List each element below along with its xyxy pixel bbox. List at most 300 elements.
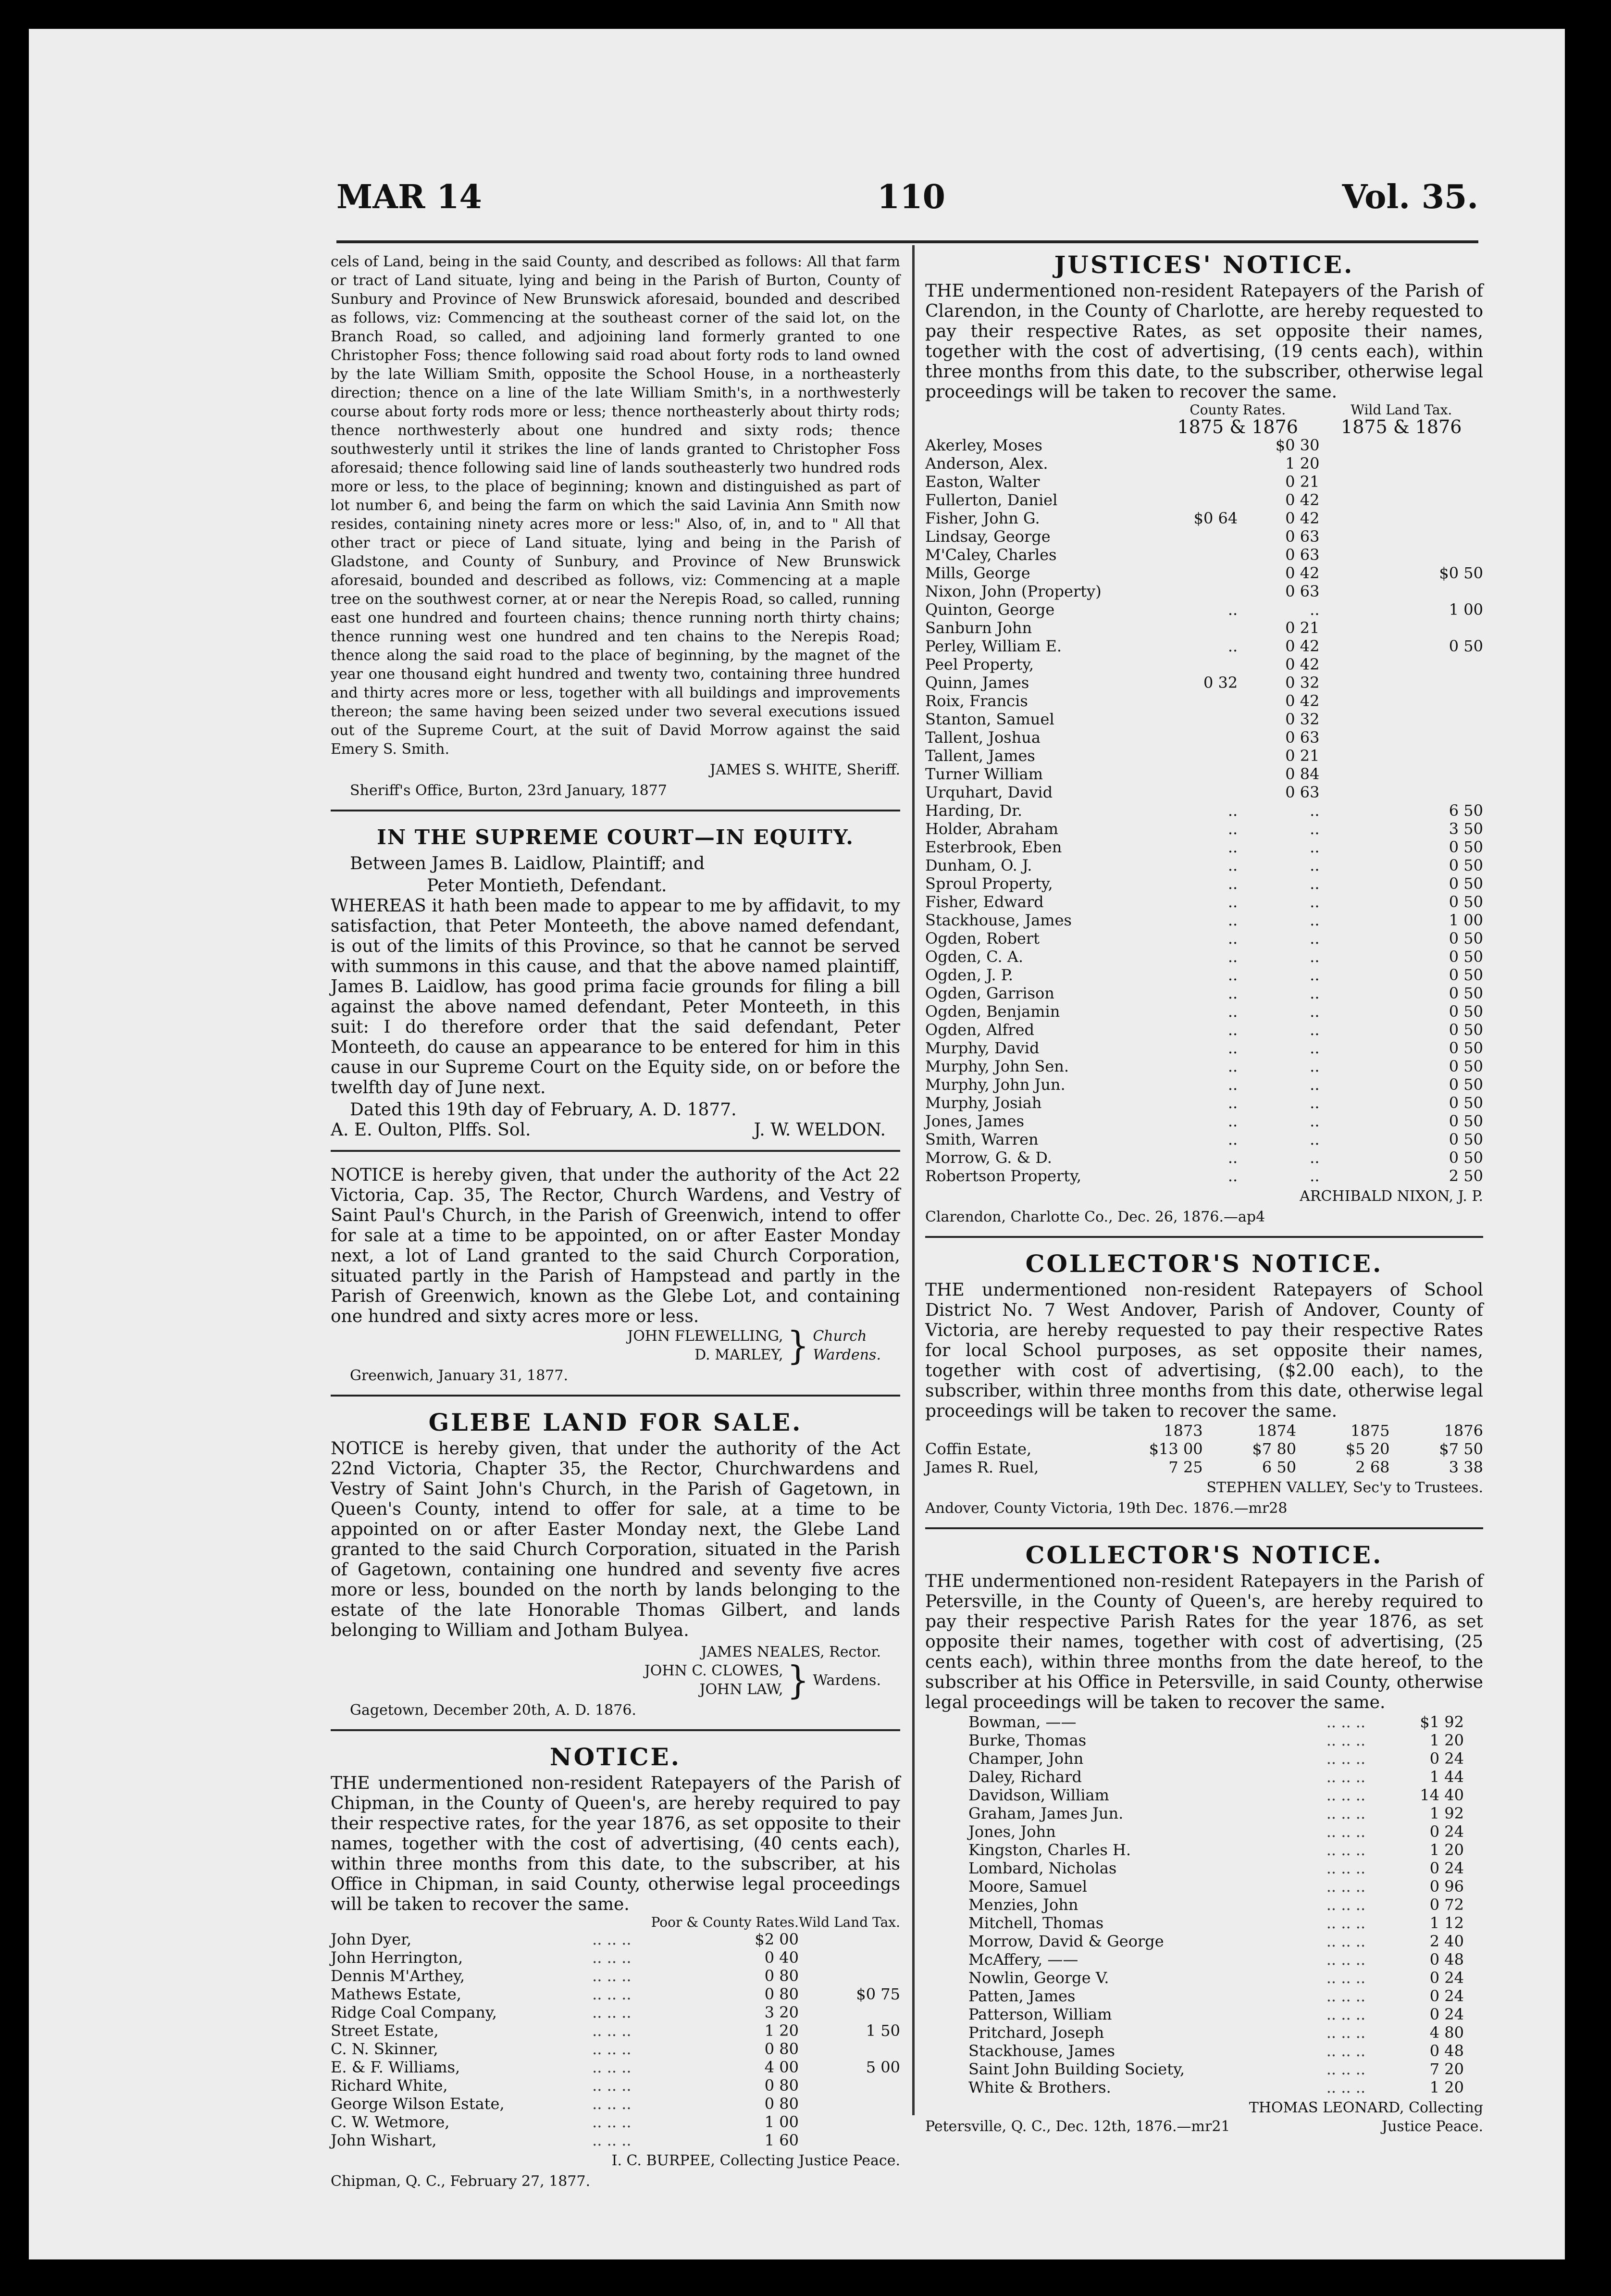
county-rate-b: .. (1310, 1130, 1320, 1148)
ratepayer-name: Quinn, James (925, 674, 1029, 692)
rate-value: 0 72 (1429, 1896, 1464, 1914)
table-row (331, 1948, 900, 1967)
ratepayer-name: Ogden, C. A. (925, 948, 1024, 966)
table-row (925, 1167, 1483, 1185)
rate-value: 1 20 (1429, 1731, 1464, 1749)
ratepayer-name: Murphy, John Sen. (925, 1057, 1069, 1075)
table-row (925, 527, 1483, 546)
table-row (968, 2042, 1464, 2060)
rate-value: $13 00 (1149, 1440, 1203, 1458)
county-rate-b: $0 30 (1275, 436, 1320, 454)
wild-land-value (1319, 765, 1483, 783)
rate-value: 4 00 (764, 2058, 799, 2076)
rate-value: $1 92 (1420, 1713, 1464, 1731)
wild-land-value: 0 50 (1449, 984, 1483, 1002)
county-rate-a: .. (1227, 600, 1238, 619)
leader-dots: .. .. .. (592, 2113, 632, 2131)
rate-value: 0 24 (1429, 1969, 1464, 1987)
ratepayer-name: Morrow, David & George (968, 1932, 1164, 1950)
county-rate-a: .. (1227, 1075, 1238, 1094)
table-row (968, 2060, 1464, 2078)
ratepayer-name: Esterbrook, Eben (925, 838, 1062, 856)
county-rate-a (1156, 564, 1238, 582)
county-rate-a: .. (1227, 911, 1238, 929)
table-row (925, 728, 1483, 747)
glebe-wardens-label: Wardens. (813, 1672, 881, 1689)
county-rate-b: .. (1310, 984, 1320, 1002)
county-rate-b: .. (1310, 1075, 1320, 1094)
ratepayer-name: Anderson, Alex. (925, 454, 1048, 473)
ratepayer-name: Dennis M'Arthey, (331, 1967, 465, 1985)
wild-land-value (799, 1930, 900, 1948)
glebe-wardens (331, 1658, 881, 1703)
justices-heading: JUSTICES' NOTICE. (1054, 250, 1354, 279)
column-rule (912, 245, 915, 2115)
county-rate-a: .. (1227, 1167, 1238, 1185)
justices-notice (925, 248, 1483, 1238)
county-rate-b: 0 63 (1285, 728, 1320, 747)
wild-land-value: 0 50 (1449, 1002, 1483, 1021)
wild-land-value (799, 2076, 900, 2095)
table-row (925, 1057, 1483, 1075)
leader-dots: .. .. .. (1326, 1859, 1366, 1877)
wild-land-value (1319, 692, 1483, 710)
justices-dateline: Clarendon, Charlotte Co., Dec. 26, 1876.—ap4 (925, 1209, 1265, 1225)
table-row (968, 1749, 1464, 1768)
ratepayer-name: John Dyer, (331, 1930, 412, 1948)
wild-land-value: 1 00 (1449, 911, 1483, 929)
greenwich-signer-2: D. MARLEY, (694, 1347, 783, 1363)
wild-land-value: 1 50 (866, 2021, 900, 2040)
county-rate-a: .. (1227, 637, 1238, 655)
glebe-rector: JAMES NEALES, Rector. (701, 1644, 881, 1660)
leader-dots: .. .. .. (1326, 2078, 1366, 2096)
ratepayer-name: White & Brothers. (968, 2078, 1111, 2096)
wild-land-value: 1 00 (1449, 600, 1483, 619)
ratepayer-name: Kingston, Charles H. (968, 1841, 1131, 1859)
ratepayer-name: Mills, George (925, 564, 1030, 582)
county-rate-b: .. (1310, 1094, 1320, 1112)
wild-land-value: 2 50 (1449, 1167, 1483, 1185)
table-row (968, 2005, 1464, 2023)
wild-land-value (799, 2095, 900, 2113)
ratepayer-name: Roix, Francis (925, 692, 1028, 710)
leader-dots: .. .. .. (592, 2095, 632, 2113)
rate-value: $2 00 (755, 1930, 799, 1948)
wild-land-value: 0 50 (1449, 929, 1483, 948)
county-rate-a (1156, 692, 1238, 710)
county-rate-b: .. (1310, 1167, 1320, 1185)
ratepayer-name: Nixon, John (Property) (925, 582, 1102, 600)
county-rate-a: .. (1227, 1112, 1238, 1130)
county-rate-b: 0 32 (1285, 674, 1320, 692)
greenwich-role-2: Wardens. (813, 1347, 881, 1363)
county-rate-b: .. (1310, 1112, 1320, 1130)
right-column (925, 248, 1483, 2154)
wild-land-value (1319, 546, 1483, 564)
table-row (925, 948, 1483, 966)
justices-years-1: 1875 & 1876 (1177, 416, 1298, 437)
table-row (925, 674, 1483, 692)
table-row (331, 2003, 900, 2021)
rate-value: 1 12 (1429, 1914, 1464, 1932)
county-rate-b: .. (1310, 1039, 1320, 1057)
ratepayer-name: Menzies, John (968, 1896, 1078, 1914)
county-rate-a (1156, 728, 1238, 747)
table-row (968, 1713, 1464, 1731)
table-row (925, 911, 1483, 929)
rate-value: $7 50 (1439, 1440, 1483, 1458)
leader-dots: .. .. .. (1326, 1877, 1366, 1896)
county-rate-a (1156, 454, 1238, 473)
andover-signer: STEPHEN VALLEY, Sec'y to Trustees. (1206, 1479, 1483, 1496)
table-row (925, 509, 1483, 527)
ratepayer-name: Dunham, O. J. (925, 856, 1032, 874)
wild-land-value (1319, 454, 1483, 473)
supreme-signatures (331, 1120, 900, 1140)
ratepayer-name: Ogden, Alfred (925, 1021, 1034, 1039)
rate-value: 0 96 (1429, 1877, 1464, 1896)
rate-value: 3 38 (1449, 1458, 1483, 1476)
andover-text: THE undermentioned non-resident Ratepayers of School District No. 7 West Andover, Parish of Andover, County of Victoria, are hereby requested to pay their respective Rates for local School purposes, as set opposite their names, together with cost of advertising, ($2.00 each), to the subscriber, within three months from this date, otherwise legal proceedings will be taken to recover the same. (925, 1280, 1483, 1421)
petersville-notice (925, 1538, 1483, 2146)
glebe-heading: GLEBE LAND FOR SALE. (428, 1408, 803, 1436)
ratepayer-name: Fisher, Edward (925, 893, 1044, 911)
wild-land-value: 0 50 (1449, 1039, 1483, 1057)
greenwich-text: NOTICE is hereby given, that under the authority of the Act 22 Victoria, Cap. 35, The Rector, Church Wardens, and Vestry of Saint Paul's Church, in the Parish of Greenwich, intend to offer for sale at a time to be appointed, on or after Easter Monday next, a lot of Land granted to the said Church Corporation, situated partly in the Parish of Hampstead and partly in the Parish of Greenwich, known as the Glebe Lot, and containing one hundred and sixty acres more or less. (331, 1165, 900, 1326)
table-row (925, 454, 1483, 473)
leader-dots: .. .. .. (1326, 1749, 1366, 1768)
newspaper-page (29, 29, 1565, 2259)
rate-value: 0 80 (764, 2040, 799, 2058)
chipman-notice (331, 1740, 900, 2200)
wild-land-value (1319, 491, 1483, 509)
supreme-judge: J. W. WELDON. (754, 1120, 886, 1140)
ratepayer-name: Murphy, Josiah (925, 1094, 1042, 1112)
ratepayer-name: Smith, Warren (925, 1130, 1039, 1148)
wild-land-value: $0 50 (1439, 564, 1483, 582)
rate-value: 7 25 (1168, 1458, 1203, 1476)
header-rule (336, 240, 1478, 243)
table-row (925, 436, 1483, 454)
table-row (925, 619, 1483, 637)
wild-land-value (799, 1948, 900, 1967)
justices-table (925, 402, 1483, 1185)
chipman-col-wild: Wild Land Tax. (798, 1914, 900, 1930)
ratepayer-name: Harding, Dr. (925, 801, 1023, 820)
county-rate-a (1156, 619, 1238, 637)
table-row (968, 1786, 1464, 1804)
ratepayer-name: Tallent, James (925, 747, 1035, 765)
wild-land-value (1319, 728, 1483, 747)
table-row (925, 747, 1483, 765)
ratepayer-name: John Wishart, (331, 2131, 437, 2149)
table-row (968, 1969, 1464, 1987)
table-row (968, 1987, 1464, 2005)
rate-value: 2 40 (1429, 1932, 1464, 1950)
county-rate-a: .. (1227, 874, 1238, 893)
justices-signer: ARCHIBALD NIXON, J. P. (1300, 1188, 1483, 1205)
sheriff-signer: JAMES S. WHITE, Sheriff. (709, 761, 900, 778)
table-row (925, 984, 1483, 1002)
rate-value: 0 24 (1429, 1749, 1464, 1768)
ratepayer-name: Robertson Property, (925, 1167, 1082, 1185)
table-row (925, 1021, 1483, 1039)
ratepayer-name: Fullerton, Daniel (925, 491, 1058, 509)
ratepayer-name: Peel Property, (925, 655, 1034, 674)
county-rate-b: .. (1310, 948, 1320, 966)
wild-land-value (1319, 619, 1483, 637)
petersville-signer: THOMAS LEONARD, Collecting (1249, 2099, 1483, 2116)
ratepayer-name: Stackhouse, James (968, 2042, 1115, 2060)
petersville-role: Justice Peace. (1381, 2118, 1483, 2135)
greenwich-dateline: Greenwich, January 31, 1877. (350, 1367, 568, 1384)
page-header (336, 178, 1478, 236)
wild-land-value: 0 50 (1449, 1130, 1483, 1148)
ratepayer-name: Street Estate, (331, 2021, 439, 2040)
brace-glyph: } (787, 1323, 809, 1368)
leader-dots: .. .. .. (1326, 1914, 1366, 1932)
ratepayer-name: Morrow, G. & D. (925, 1148, 1052, 1167)
leader-dots: .. .. .. (1326, 1932, 1366, 1950)
leader-dots: .. .. .. (592, 1985, 632, 2003)
wild-land-value: 0 50 (1449, 948, 1483, 966)
leader-dots: .. .. .. (592, 2003, 632, 2021)
county-rate-a (1156, 655, 1238, 674)
ratepayer-name: Perley, William E. (925, 637, 1062, 655)
andover-dateline: Andover, County Victoria, 19th Dec. 1876.—mr28 (925, 1500, 1288, 1517)
wild-land-value: 0 50 (1449, 637, 1483, 655)
county-rate-a: .. (1227, 929, 1238, 948)
table-row (925, 820, 1483, 838)
rate-value: 4 80 (1429, 2023, 1464, 2042)
supreme-parties-2: Peter Montieth, Defendant. (427, 876, 667, 896)
rate-value: 0 48 (1429, 2042, 1464, 2060)
ratepayer-name: Murphy, David (925, 1039, 1040, 1057)
ratepayer-name: Patten, James (968, 1987, 1076, 2005)
wild-land-value (1319, 527, 1483, 546)
table-row (925, 1075, 1483, 1094)
county-rate-b: 0 63 (1285, 546, 1320, 564)
ratepayer-name: Fisher, John G. (925, 509, 1040, 527)
ratepayer-name: Tallent, Joshua (925, 728, 1041, 747)
county-rate-a: .. (1227, 820, 1238, 838)
leader-dots: .. .. .. (1326, 1804, 1366, 1822)
county-rate-a: .. (1227, 1002, 1238, 1021)
ratepayer-name: Akerley, Moses (925, 436, 1042, 454)
glebe-text: NOTICE is hereby given, that under the authority of the Act 22nd Victoria, Chapter 35, the Rector, Churchwardens and Vestry of Saint John's Church, in the Parish of Gagetown, in Queen's County, intend to offer for sale, at a time to be appointed on or after Easter Monday next, the Glebe Land granted to the said Church Corporation, situated in the Parish of Gagetown, containing one hundred and seventy five acres more or less, bounded on the north by lands belonging to the estate of the late Honorable Thomas Gilbert, and lands belonging to William and Jotham Bulyea. (331, 1439, 900, 1640)
wild-land-value: 0 50 (1449, 1075, 1483, 1094)
ratepayer-name: Bowman, —— (968, 1713, 1077, 1731)
county-rate-b: 0 21 (1285, 473, 1320, 491)
wild-land-value: 0 50 (1449, 966, 1483, 984)
county-rate-b: 0 42 (1285, 655, 1320, 674)
wild-land-value (799, 2040, 900, 2058)
ratepayer-name: Lombard, Nicholas (968, 1859, 1117, 1877)
supreme-text: WHEREAS it hath been made to appear to me by affidavit, to my satisfaction, that Peter Monteeth, the above named defendant, is out of the limits of this Province, so that he cannot be served with summons in this cause, and that the above named plaintiff, James B. Laidlow, has good prima facie grounds for filing a bill against the above named defendant, Peter Monteeth, in this suit: I do therefore order that the said defendant, Peter Monteeth, do cause an appearance to be entered for him in this cause in our Supreme Court on the Equity side, on or before the twelfth day of June next. (331, 896, 900, 1098)
greenwich-notice (331, 1160, 900, 1397)
table-row (331, 2040, 900, 2058)
ratepayer-name: Ogden, J. P. (925, 966, 1013, 984)
leader-dots: .. .. .. (1326, 1896, 1366, 1914)
ratepayer-name: Champer, John (968, 1749, 1084, 1768)
table-row (925, 491, 1483, 509)
county-rate-b: 0 21 (1285, 747, 1320, 765)
wild-land-value (799, 2003, 900, 2021)
table-row (925, 1094, 1483, 1112)
table-row (968, 1896, 1464, 1914)
county-rate-a: .. (1227, 966, 1238, 984)
greenwich-role-1: Church (813, 1328, 867, 1345)
ratepayer-name: Sanburn John (925, 619, 1032, 637)
wild-land-value (1319, 674, 1483, 692)
table-row (925, 929, 1483, 948)
leader-dots: .. .. .. (592, 2131, 632, 2149)
county-rate-b: .. (1310, 1021, 1320, 1039)
rate-value: 0 24 (1429, 2005, 1464, 2023)
wild-land-value (1319, 783, 1483, 801)
year-header: 1873 (1164, 1422, 1203, 1440)
chipman-text: THE undermentioned non-resident Ratepayers of the Parish of Chipman, in the County of Queen's, are hereby required to pay their respective rates, for the year 1876, as set opposite to their names, together with the cost of advertising, (40 cents each), within three months from this date, to the subscriber, at his Office in Chipman, in said County, otherwise legal proceedings will be taken to recover the same. (331, 1773, 900, 1914)
leader-dots: .. .. .. (1326, 1841, 1366, 1859)
leader-dots: .. .. .. (1326, 1786, 1366, 1804)
chipman-table (331, 1915, 900, 2149)
table-row (925, 1112, 1483, 1130)
table-row (925, 783, 1483, 801)
table-row (925, 710, 1483, 728)
volume-number: Vol. 35. (1342, 178, 1478, 216)
ratepayer-name: Sproul Property, (925, 874, 1053, 893)
table-row (331, 2021, 900, 2040)
ratepayer-name: Easton, Walter (925, 473, 1040, 491)
sheriff-notice (331, 248, 900, 811)
ratepayer-name: Urquhart, David (925, 783, 1053, 801)
wild-land-value: 0 50 (1449, 856, 1483, 874)
table-row (331, 2058, 900, 2076)
county-rate-a (1156, 436, 1238, 454)
rate-value: 2 68 (1355, 1458, 1390, 1476)
supreme-parties-1: Between James B. Laidlow, Plaintiff; and (350, 854, 705, 873)
leader-dots: .. .. .. (1326, 2060, 1366, 2078)
table-row (925, 600, 1483, 619)
county-rate-a: .. (1227, 1039, 1238, 1057)
leader-dots: .. .. .. (592, 2076, 632, 2095)
county-rate-a: $0 64 (1193, 509, 1238, 527)
ratepayer-name: Daley, Richard (968, 1768, 1082, 1786)
leader-dots: .. .. .. (592, 1948, 632, 1967)
ratepayer-name: Holder, Abraham (925, 820, 1058, 838)
leader-dots: .. .. .. (592, 2021, 632, 2040)
county-rate-b: 0 42 (1285, 637, 1320, 655)
wild-land-value (1319, 509, 1483, 527)
table-row (968, 1822, 1464, 1841)
wild-land-value: 5 00 (866, 2058, 900, 2076)
ratepayer-name: Jones, John (968, 1822, 1056, 1841)
wild-land-value (1319, 710, 1483, 728)
chipman-col-rates: Poor & County Rates. (651, 1914, 799, 1930)
wild-land-value (799, 2131, 900, 2149)
sheriff-text: cels of Land, being in the said County, and described as follows: All that farm or tract of Land situate, lying and being in the Parish of Burton, County of Sunbury and Province of New Brunswick aforesaid, bounded and described as follows, viz: Commencing at the southeast corner of the said lot, on the Branch Road, so called, and adjoining land formerly granted to one Christopher Foss; thence following said road about forty rods to land owned by the late William Smith, opposite the School House, in a northeasterly direction; thence on a line of the late William Smith's, in a northwesterly course about forty rods more or less; thence northeasterly about thirty rods; thence northwesterly about one hundred and sixty rods; thence southwesterly until it strikes the line of lands granted to Christopher Foss aforesaid; thence following said line of lands southeasterly two hundred rods more or less, to the place of beginning; known and distinguished as part of lot number 6, and being the farm on which the said Lavinia Ann Smith now resides, containing ninety acres more or less:" Also, of, in, and to " All that other tract or piece of Land situate, lying and being in the Parish of Gladstone, and County of Sunbury, and Province of New Brunswick aforesaid, bounded and described as follows, viz: Commencing at a maple tree on the southwest corner, at or near the Nerepis Road, so called, running east one hundred and fourteen chains; thence running north thirty chains; thence running west one hundred and ten chains to the Nerepis Road; thence along the said road to the place of beginning, by the magnet of the year one thousand eight hundred and twenty two, containing three hundred and thirty acres more or less, together with all buildings and improvements thereon; the same having been seized under two several executions issued out of the Supreme Court, at the suit of David Morrow against the said Emery S. Smith. (331, 253, 900, 758)
rate-value: $5 20 (1345, 1440, 1390, 1458)
leader-dots: .. .. .. (1326, 2042, 1366, 2060)
table-row (925, 473, 1483, 491)
ratepayer-name: McAffery, —— (968, 1950, 1078, 1969)
ratepayer-name: Stackhouse, James (925, 911, 1072, 929)
wild-land-value: 3 50 (1449, 820, 1483, 838)
glebe-warden-1: JOHN C. CLOWES, (644, 1662, 783, 1679)
ratepayer-name: James R. Ruel, (925, 1458, 1039, 1476)
table-row (925, 564, 1483, 582)
table-row (968, 2078, 1464, 2096)
petersville-text: THE undermentioned non-resident Ratepayers in the Parish of Petersville, in the County of Queen's, are hereby required to pay their respective Parish Rates for the year 1876, as set opposite their names, together with cost of advertising, (25 cents each), within three months from the date hereof, to the subscriber at his Office in Petersville, in said County, otherwise legal proceedings will be taken to recover the same. (925, 1572, 1483, 1712)
ratepayer-name: Moore, Samuel (968, 1877, 1087, 1896)
andover-table (925, 1422, 1483, 1476)
brace-glyph: } (787, 1658, 809, 1703)
wild-land-value: 0 50 (1449, 893, 1483, 911)
leader-dots: .. .. .. (1326, 1950, 1366, 1969)
justices-col-wild: Wild Land Tax. (1351, 402, 1452, 418)
leader-dots: .. .. .. (1326, 2023, 1366, 2042)
county-rate-a: .. (1227, 856, 1238, 874)
andover-notice (925, 1247, 1483, 1529)
table-row (968, 1768, 1464, 1786)
county-rate-b: 1 20 (1285, 454, 1320, 473)
ratepayer-name: Murphy, John Jun. (925, 1075, 1066, 1094)
ratepayer-name: Saint John Building Society, (968, 2060, 1185, 2078)
leader-dots: .. .. .. (1326, 1987, 1366, 2005)
sheriff-office: Sheriff's Office, Burton, 23rd January, 1877 (350, 782, 667, 799)
greenwich-signatures (331, 1323, 881, 1368)
table-row (925, 765, 1483, 783)
ratepayer-name: Ogden, Robert (925, 929, 1040, 948)
county-rate-a (1156, 527, 1238, 546)
wild-land-value: 0 50 (1449, 1057, 1483, 1075)
ratepayer-name: Richard White, (331, 2076, 448, 2095)
rate-value: 1 44 (1429, 1768, 1464, 1786)
ratepayer-name: C. N. Skinner, (331, 2040, 438, 2058)
county-rate-a (1156, 582, 1238, 600)
supreme-dated: Dated this 19th day of February, A. D. 1877. (350, 1100, 737, 1120)
table-row (925, 856, 1483, 874)
county-rate-b: 0 32 (1285, 710, 1320, 728)
county-rate-b: .. (1310, 966, 1320, 984)
ratepayer-name: Lindsay, George (925, 527, 1051, 546)
table-row (925, 1440, 1483, 1458)
wild-land-value: 6 50 (1449, 801, 1483, 820)
table-row (925, 1130, 1483, 1148)
ratepayer-name: Stanton, Samuel (925, 710, 1054, 728)
ratepayer-name: George Wilson Estate, (331, 2095, 505, 2113)
table-row (925, 801, 1483, 820)
table-row (968, 1877, 1464, 1896)
rate-value: 14 40 (1420, 1786, 1464, 1804)
ratepayer-name: M'Caley, Charles (925, 546, 1057, 564)
table-row (331, 2095, 900, 2113)
justices-years-2: 1875 & 1876 (1341, 416, 1462, 437)
table-row (925, 1148, 1483, 1167)
county-rate-b: 0 21 (1285, 619, 1320, 637)
county-rate-b: 0 42 (1285, 564, 1320, 582)
wild-land-value (1319, 655, 1483, 674)
ratepayer-name: Ogden, Garrison (925, 984, 1054, 1002)
county-rate-a: .. (1227, 1094, 1238, 1112)
county-rate-b: .. (1310, 911, 1320, 929)
ratepayer-name: Mathews Estate, (331, 1985, 461, 2003)
table-row (968, 1950, 1464, 1969)
county-rate-a (1156, 783, 1238, 801)
rate-value: 3 20 (764, 2003, 799, 2021)
ratepayer-name: Ridge Coal Company, (331, 2003, 497, 2021)
